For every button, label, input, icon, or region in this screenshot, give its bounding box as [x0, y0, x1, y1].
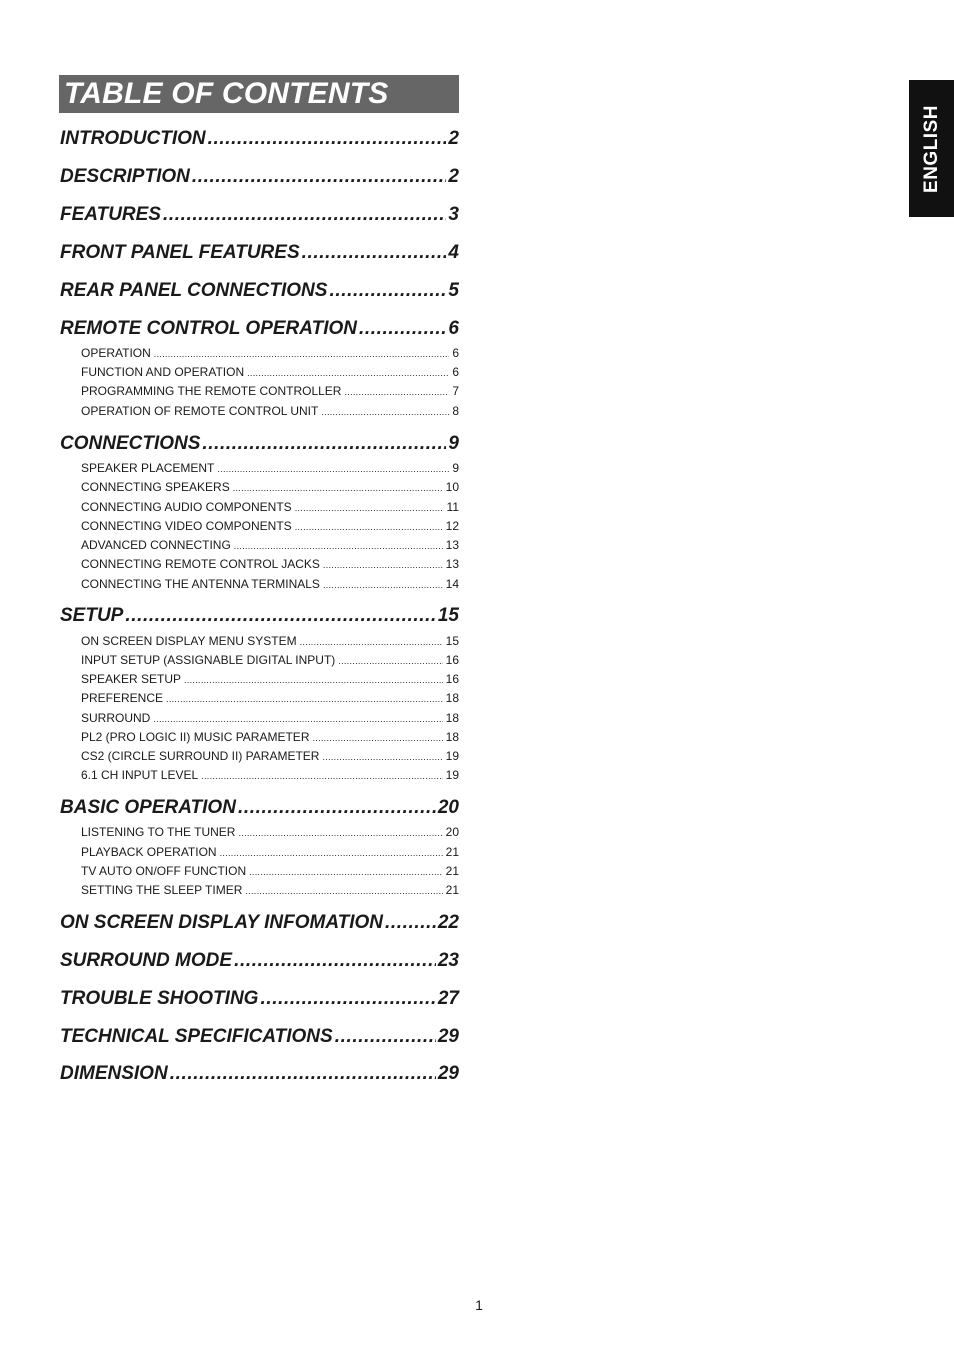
toc-entry-page: 29	[437, 1026, 459, 1047]
toc-entry-label: CONNECTIONS	[60, 433, 201, 454]
toc-subentry[interactable]	[81, 689, 459, 707]
toc-subentry[interactable]	[81, 632, 459, 650]
toc-subentry[interactable]	[81, 536, 459, 554]
dot-leader	[302, 240, 447, 266]
toc-subentry-page: 13	[445, 538, 459, 552]
toc-subentry-label: ADVANCED CONNECTING	[81, 538, 231, 552]
toc-entry-label: SURROUND MODE	[60, 950, 233, 971]
toc-entry-page: 27	[437, 988, 459, 1009]
toc-subentry-page: 21	[445, 883, 459, 897]
dot-leader	[238, 795, 436, 821]
toc-subentry[interactable]	[81, 517, 459, 535]
toc-subentry[interactable]	[81, 747, 459, 765]
toc-entry-label: REMOTE CONTROL OPERATION	[60, 318, 357, 339]
dot-leader	[154, 345, 450, 363]
language-tab-label: ENGLISH	[920, 104, 942, 193]
dot-leader	[323, 576, 443, 594]
dot-leader	[322, 748, 442, 766]
toc-subentry-page: 6	[452, 365, 459, 379]
toc-subentry[interactable]	[81, 881, 459, 899]
toc-subentry-label: PROGRAMMING THE REMOTE CONTROLLER	[81, 384, 342, 398]
dot-leader	[125, 603, 436, 629]
dot-leader	[335, 1024, 436, 1050]
toc-entry-dimension[interactable]	[60, 1061, 459, 1087]
toc-subentry-label: CONNECTING THE ANTENNA TERMINALS	[81, 577, 320, 591]
toc-subentry[interactable]	[81, 843, 459, 861]
dot-leader	[234, 537, 443, 555]
language-tab	[909, 80, 954, 217]
toc-entry-introduction[interactable]	[60, 126, 459, 152]
toc-subentry-label: PL2 (PRO LOGIC II) MUSIC PARAMETER	[81, 730, 310, 744]
dot-leader	[329, 278, 446, 304]
toc-entry-page: 15	[437, 605, 459, 626]
toc-subentry-page: 18	[445, 730, 459, 744]
toc-entry-label: REAR PANEL CONNECTIONS	[60, 280, 328, 301]
dot-leader	[260, 986, 435, 1012]
dot-leader	[300, 633, 443, 651]
toc-entry-rear-panel-connections[interactable]	[60, 278, 459, 304]
dot-leader	[163, 202, 446, 228]
toc-subentry-page: 15	[445, 634, 459, 648]
toc-subentry-label: OPERATION	[81, 346, 151, 360]
toc-subentry[interactable]	[81, 498, 459, 516]
toc-subentry-label: CS2 (CIRCLE SURROUND II) PARAMETER	[81, 749, 320, 763]
toc-entry-basic-operation[interactable]	[60, 795, 459, 821]
toc-subentry-label: OPERATION OF REMOTE CONTROL UNIT	[81, 404, 319, 418]
toc-entry-setup[interactable]	[60, 603, 459, 629]
toc-entry-connections[interactable]	[60, 431, 459, 457]
toc-entry-features[interactable]	[60, 202, 459, 228]
toc-subentry[interactable]	[81, 555, 459, 573]
toc-entry-page: 22	[437, 912, 459, 933]
toc-subentry-label: INPUT SETUP (ASSIGNABLE DIGITAL INPUT)	[81, 653, 336, 667]
toc-subentry-label: PREFERENCE	[81, 691, 164, 705]
toc-entry-label: DIMENSION	[60, 1063, 168, 1084]
dot-leader	[249, 863, 443, 881]
toc-subentry[interactable]	[81, 344, 459, 362]
toc-subentry-page: 13	[445, 557, 459, 571]
dot-leader	[208, 126, 447, 152]
toc-entry-label: TROUBLE SHOOTING	[60, 988, 259, 1009]
toc-subentry-page: 10	[445, 480, 459, 494]
toc-entry-page: 6	[448, 318, 459, 339]
toc-subentry-page: 21	[445, 845, 459, 859]
toc-subentry[interactable]	[81, 862, 459, 880]
toc-subentry[interactable]	[81, 363, 459, 381]
dot-leader	[201, 767, 442, 785]
toc-subentry-page: 16	[445, 653, 459, 667]
toc-entry-surround-mode[interactable]	[60, 948, 459, 974]
toc-subentry[interactable]	[81, 823, 459, 841]
toc-entry-page: 3	[448, 204, 459, 225]
toc-entry-page: 20	[437, 797, 459, 818]
toc-subentry-label: SPEAKER SETUP	[81, 672, 182, 686]
dot-leader	[385, 910, 436, 936]
toc-entry-page: 4	[448, 242, 459, 263]
toc-entry-page: 29	[437, 1063, 459, 1084]
dot-leader	[192, 164, 447, 190]
toc-subentry-label: FUNCTION AND OPERATION	[81, 365, 245, 379]
toc-subentry-page: 19	[445, 768, 459, 782]
toc-subentry[interactable]	[81, 478, 459, 496]
toc-subentry-label: LISTENING TO THE TUNER	[81, 825, 236, 839]
toc-subentry-page: 20	[445, 825, 459, 839]
toc-entry-label: TECHNICAL SPECIFICATIONS	[60, 1026, 333, 1047]
toc-subentry[interactable]	[81, 575, 459, 593]
toc-subentry-page: 6	[452, 346, 459, 360]
toc-subentry[interactable]	[81, 459, 459, 477]
toc-subentry[interactable]	[81, 402, 459, 420]
toc-title-bar	[59, 75, 459, 113]
dot-leader	[184, 671, 443, 689]
toc-subentry-label: ON SCREEN DISPLAY MENU SYSTEM	[81, 634, 297, 648]
toc-subentry-label: CONNECTING SPEAKERS	[81, 480, 230, 494]
toc-subentry-label: CONNECTING AUDIO COMPONENTS	[81, 500, 292, 514]
toc-entry-page: 2	[448, 166, 459, 187]
dot-leader	[245, 882, 442, 900]
toc-subentry-label: CONNECTING VIDEO COMPONENTS	[81, 519, 292, 533]
dot-leader	[234, 948, 436, 974]
dot-leader	[238, 824, 442, 842]
dot-leader	[153, 710, 442, 728]
dot-leader	[220, 844, 443, 862]
toc-subentry-page: 7	[452, 384, 459, 398]
toc-subentry[interactable]	[81, 382, 459, 400]
toc-entry-trouble-shooting[interactable]	[60, 986, 459, 1012]
dot-leader	[359, 316, 446, 342]
toc-entry-page: 9	[448, 433, 459, 454]
dot-leader	[338, 652, 442, 670]
toc-subentry[interactable]	[81, 709, 459, 727]
toc-subentry-label: PLAYBACK OPERATION	[81, 845, 217, 859]
toc-entry-on-screen-display-infomation[interactable]	[60, 910, 459, 936]
dot-leader	[295, 518, 443, 536]
toc-entry-label: DESCRIPTION	[60, 166, 190, 187]
dot-leader	[321, 403, 449, 421]
dot-leader	[247, 364, 449, 382]
dot-leader	[323, 556, 443, 574]
toc-subentry-page: 8	[452, 404, 459, 418]
toc-subentry-page: 21	[445, 864, 459, 878]
toc-entry-page: 23	[437, 950, 459, 971]
toc-entry-remote-control-operation[interactable]	[60, 316, 459, 342]
toc-entry-label: BASIC OPERATION	[60, 797, 236, 818]
dot-leader	[217, 460, 449, 478]
page-number: 1	[475, 1297, 483, 1313]
toc-subentry-label: SETTING THE SLEEP TIMER	[81, 883, 243, 897]
dot-leader	[202, 431, 446, 457]
toc-subentry[interactable]	[81, 728, 459, 746]
toc-entry-front-panel-features[interactable]	[60, 240, 459, 266]
dot-leader	[170, 1061, 436, 1087]
toc-subentry-page: 12	[445, 519, 459, 533]
dot-leader	[166, 690, 443, 708]
toc-entry-label: INTRODUCTION	[60, 128, 206, 149]
toc-subentry-label: TV AUTO ON/OFF FUNCTION	[81, 864, 247, 878]
toc-subentry[interactable]	[81, 670, 459, 688]
toc-entry-label: FEATURES	[60, 204, 161, 225]
toc-subentry-page: 11	[446, 500, 459, 514]
toc-entry-label: FRONT PANEL FEATURES	[60, 242, 300, 263]
toc-subentry-label: SURROUND	[81, 711, 151, 725]
toc-subentry-page: 19	[445, 749, 459, 763]
toc-subentry-label: CONNECTING REMOTE CONTROL JACKS	[81, 557, 320, 571]
toc-entry-label: ON SCREEN DISPLAY INFOMATION	[60, 912, 384, 933]
dot-leader	[233, 479, 443, 497]
dot-leader	[312, 729, 442, 747]
toc-subentry-page: 16	[445, 672, 459, 686]
dot-leader	[344, 383, 449, 401]
toc-subentry[interactable]	[81, 651, 459, 669]
dot-leader	[295, 499, 444, 517]
toc-entry-label: SETUP	[60, 605, 124, 626]
toc-subentry[interactable]	[81, 766, 459, 784]
toc-subentry-page: 18	[445, 691, 459, 705]
toc-subentry-page: 18	[445, 711, 459, 725]
toc-subentry-page: 14	[445, 577, 459, 591]
toc-entry-page: 5	[448, 280, 459, 301]
toc-subentry-page: 9	[452, 461, 459, 475]
toc-subentry-label: SPEAKER PLACEMENT	[81, 461, 215, 475]
toc-entry-technical-specifications[interactable]	[60, 1024, 459, 1050]
toc-subentry-label: 6.1 CH INPUT LEVEL	[81, 768, 199, 782]
page-title: TABLE OF CONTENTS	[64, 77, 389, 110]
toc-entry-page: 2	[448, 128, 459, 149]
toc-entry-description[interactable]	[60, 164, 459, 190]
